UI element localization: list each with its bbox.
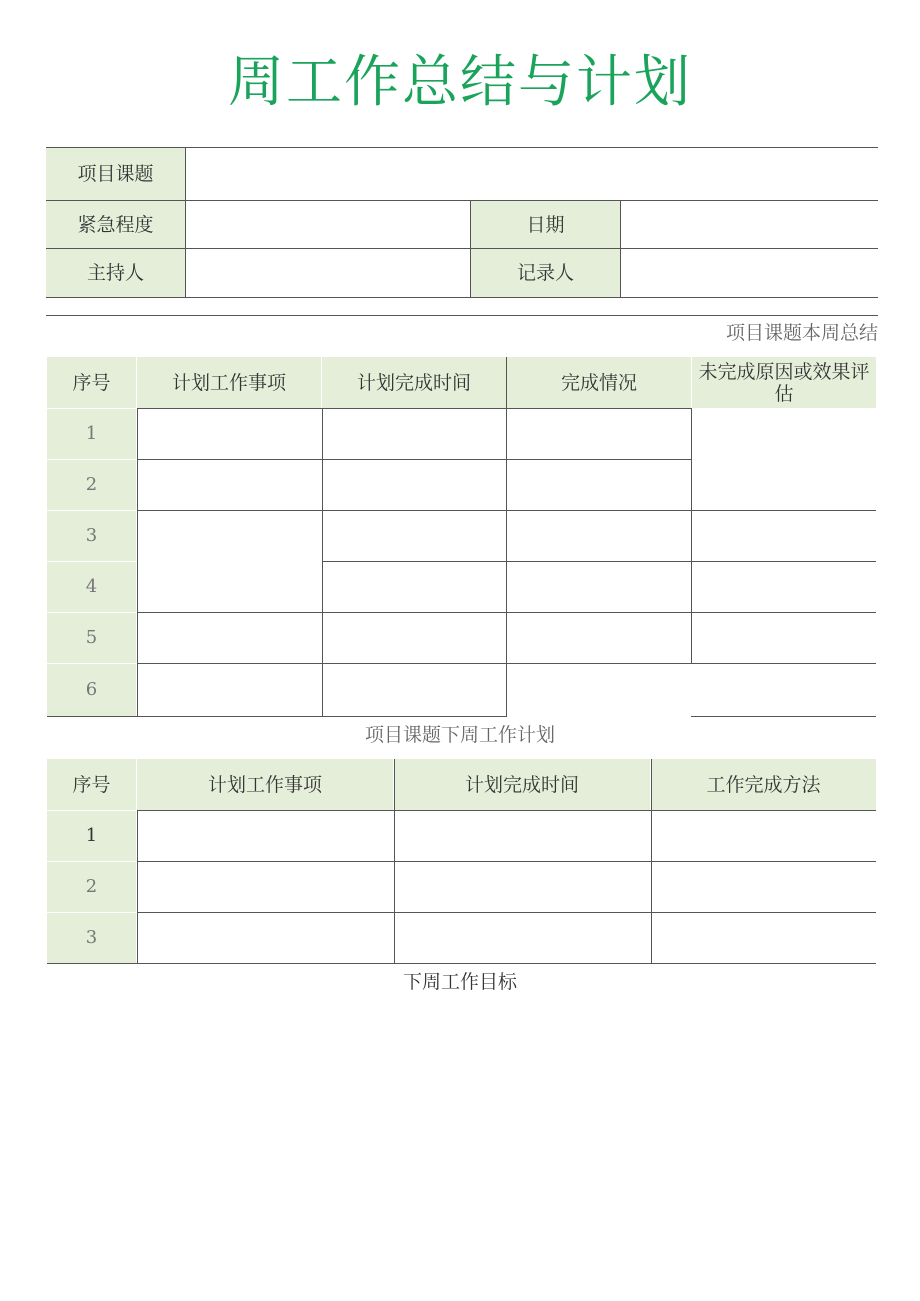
header-task: 计划工作事项 bbox=[137, 759, 393, 810]
host-field[interactable] bbox=[186, 249, 470, 297]
task-cell[interactable] bbox=[138, 811, 393, 861]
task-cell[interactable] bbox=[138, 913, 393, 963]
header-index: 序号 bbox=[47, 759, 136, 810]
task-cell[interactable] bbox=[138, 862, 393, 912]
status-cell[interactable] bbox=[508, 511, 690, 561]
deadline-cell[interactable] bbox=[323, 664, 506, 716]
task-cell[interactable] bbox=[138, 664, 321, 716]
status-cell[interactable] bbox=[508, 460, 690, 510]
row-index: 2 bbox=[47, 862, 136, 912]
task-cell[interactable] bbox=[138, 409, 321, 459]
method-cell[interactable] bbox=[652, 811, 876, 861]
header-deadline: 计划完成时间 bbox=[394, 759, 650, 810]
task-cell[interactable] bbox=[138, 460, 321, 510]
row-index: 3 bbox=[47, 511, 136, 561]
reason-cell[interactable] bbox=[692, 409, 876, 510]
divider bbox=[47, 716, 506, 717]
divider bbox=[185, 147, 186, 298]
date-field[interactable] bbox=[621, 201, 877, 248]
plan-caption: 项目课题下周工作计划 bbox=[364, 724, 555, 746]
divider bbox=[322, 408, 323, 717]
reason-cell[interactable] bbox=[692, 511, 876, 561]
header-task: 计划工作事项 bbox=[137, 357, 321, 408]
recorder-label: 记录人 bbox=[471, 249, 620, 297]
deadline-cell[interactable] bbox=[323, 613, 506, 663]
divider bbox=[46, 200, 878, 201]
status-cell[interactable] bbox=[508, 613, 690, 663]
page-title: 周工作总结与计划 bbox=[228, 50, 692, 115]
deadline-cell[interactable] bbox=[323, 409, 506, 459]
topic-field[interactable] bbox=[186, 148, 877, 200]
row-index: 3 bbox=[47, 913, 136, 963]
recorder-field[interactable] bbox=[621, 249, 877, 297]
divider bbox=[47, 963, 876, 964]
row-index: 1 bbox=[47, 409, 136, 459]
deadline-cell[interactable] bbox=[395, 913, 650, 963]
deadline-cell[interactable] bbox=[323, 562, 506, 612]
reason-cell[interactable] bbox=[692, 562, 876, 612]
deadline-cell[interactable] bbox=[395, 862, 650, 912]
host-label: 主持人 bbox=[46, 249, 185, 297]
divider bbox=[137, 810, 876, 811]
divider bbox=[137, 408, 138, 717]
divider bbox=[137, 408, 691, 409]
row-index: 6 bbox=[47, 664, 136, 716]
status-cell[interactable] bbox=[508, 562, 690, 612]
header-deadline: 计划完成时间 bbox=[322, 357, 506, 408]
status-cell[interactable] bbox=[508, 409, 690, 459]
divider bbox=[137, 861, 876, 862]
goal-caption: 下周工作目标 bbox=[402, 971, 517, 993]
row-index: 5 bbox=[47, 613, 136, 663]
divider bbox=[506, 357, 507, 717]
row-index: 1 bbox=[47, 811, 136, 861]
divider bbox=[651, 759, 652, 964]
divider bbox=[46, 147, 878, 148]
summary-caption: 项目课题本周总结 bbox=[725, 322, 878, 344]
deadline-cell[interactable] bbox=[395, 811, 650, 861]
header-index: 序号 bbox=[47, 357, 136, 408]
topic-label: 项目课题 bbox=[46, 148, 185, 200]
divider bbox=[322, 561, 876, 562]
divider bbox=[691, 408, 692, 664]
task-cell[interactable] bbox=[138, 613, 321, 663]
divider bbox=[137, 912, 876, 913]
divider bbox=[137, 810, 138, 964]
urgency-label: 紧急程度 bbox=[46, 201, 185, 248]
row-index: 2 bbox=[47, 460, 136, 510]
header-reason: 未完成原因或效果评估 bbox=[692, 357, 876, 408]
reason-cell[interactable] bbox=[692, 613, 876, 663]
method-cell[interactable] bbox=[652, 913, 876, 963]
urgency-field[interactable] bbox=[186, 201, 470, 248]
divider bbox=[620, 200, 621, 298]
header-method: 工作完成方法 bbox=[651, 759, 876, 810]
date-label: 日期 bbox=[471, 201, 620, 248]
task-cell[interactable] bbox=[138, 511, 321, 612]
row-index: 4 bbox=[47, 562, 136, 612]
divider bbox=[470, 200, 471, 298]
header-status: 完成情况 bbox=[507, 357, 691, 408]
divider bbox=[137, 459, 691, 460]
divider bbox=[46, 297, 878, 298]
divider bbox=[394, 759, 395, 964]
divider bbox=[691, 716, 876, 717]
method-cell[interactable] bbox=[652, 862, 876, 912]
deadline-cell[interactable] bbox=[323, 460, 506, 510]
section-divider bbox=[46, 315, 878, 316]
divider bbox=[46, 248, 878, 249]
deadline-cell[interactable] bbox=[323, 511, 506, 561]
